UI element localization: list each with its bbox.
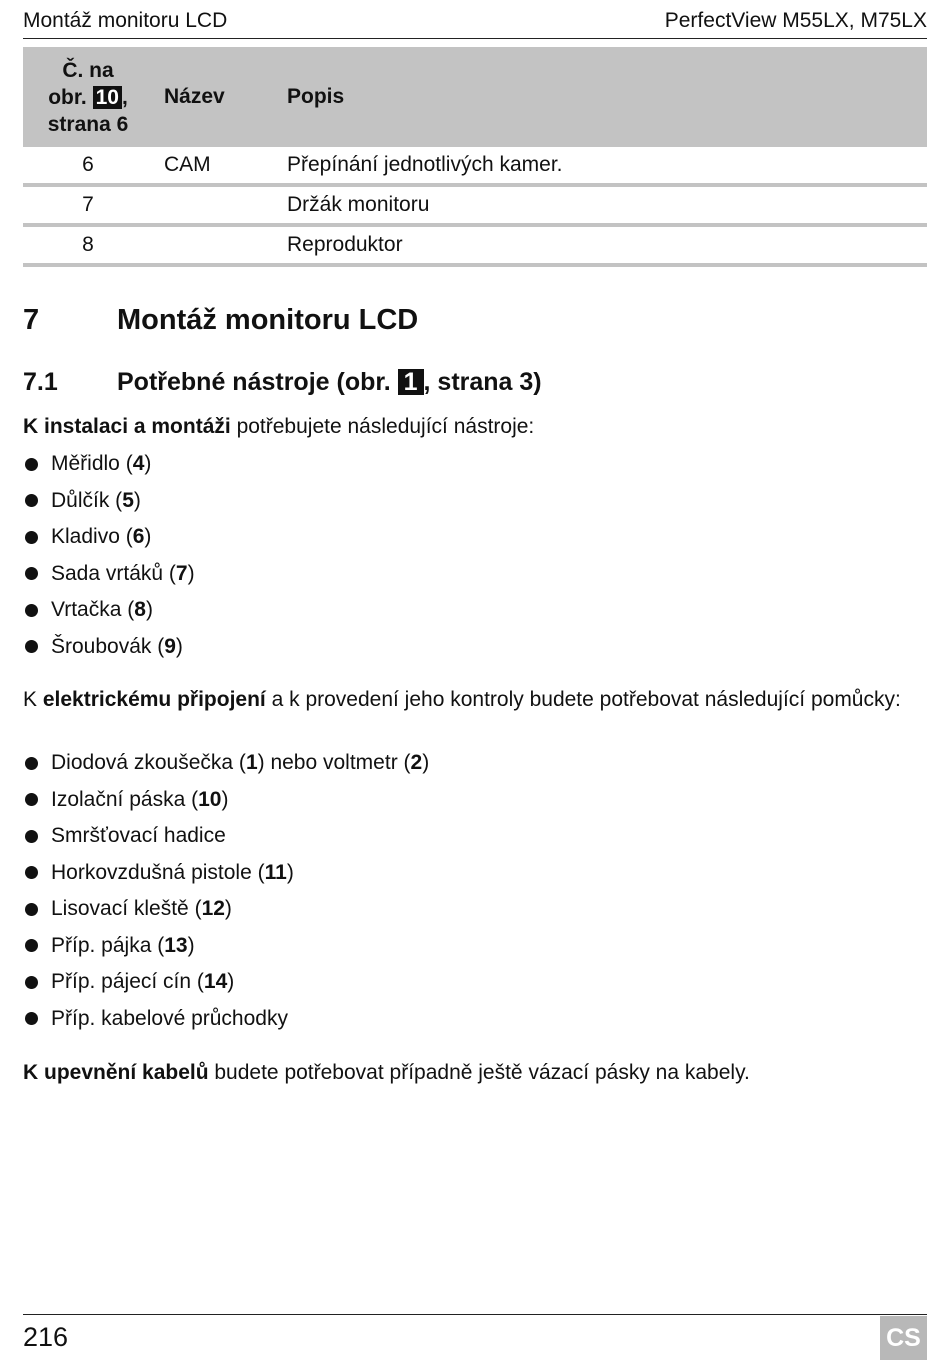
item-ref: 7	[175, 561, 188, 585]
item-text: Příp. pájka (	[51, 933, 165, 957]
bullet-icon	[25, 976, 38, 989]
bullet-icon	[25, 458, 38, 471]
list-item	[23, 964, 429, 1001]
figure-badge: 1	[398, 369, 424, 395]
item-ref: 9	[164, 634, 176, 658]
row-number: 7	[82, 193, 94, 216]
list-item	[23, 592, 195, 629]
row-number: 8	[82, 233, 94, 256]
tools-intro-paragraph	[23, 414, 923, 440]
closing-bold: K upevnění kabelů	[23, 1061, 209, 1084]
item-text: Šroubovák (	[51, 634, 165, 658]
item-text: Příp. kabelové průchodky	[51, 1006, 288, 1030]
table-row	[23, 187, 927, 227]
header-chapter-title: Montáž monitoru LCD	[23, 9, 228, 32]
bullet-icon	[25, 757, 38, 770]
item-ref-2: 2	[410, 751, 423, 775]
header-product-name: PerfectView M55LX, M75LX	[664, 9, 927, 32]
list-item	[23, 1001, 429, 1038]
electrical-intro-paragraph	[23, 687, 903, 713]
list-item	[23, 446, 195, 483]
row-description: Přepínání jednotlivých kamer.	[287, 153, 563, 176]
item-text-2: ) nebo voltmetr (	[257, 751, 411, 775]
item-text: Smršťovací hadice	[51, 824, 226, 848]
list-item	[23, 928, 429, 965]
bullet-icon	[25, 531, 38, 544]
row-description: Reproduktor	[287, 233, 403, 256]
parts-table	[23, 47, 927, 267]
subsection-number: 7.1	[23, 368, 58, 396]
column-header-line3: strana 6	[47, 112, 129, 136]
item-text: Horkovzdušná pistole (	[51, 860, 265, 884]
table-row	[23, 227, 927, 267]
item-text: Měřidlo (	[51, 452, 133, 476]
table-header-row	[23, 47, 927, 147]
item-text: Příp. pájecí cín (	[51, 970, 204, 994]
item-ref: 13	[164, 933, 188, 957]
bullet-icon	[25, 939, 38, 952]
item-ref: 8	[134, 598, 146, 622]
item-close: )	[187, 561, 195, 585]
bullet-icon	[25, 866, 38, 879]
item-close: )	[422, 751, 430, 775]
item-ref: 12	[201, 897, 225, 921]
intro-bold: K instalaci a montáži	[23, 415, 231, 438]
closing-paragraph	[23, 1060, 923, 1086]
intro2-text: a k provedení jeho kontroly budete potřebovat následující pomůcky:	[265, 688, 901, 711]
item-text: Lisovací kleště (	[51, 897, 202, 921]
list-item	[23, 629, 195, 666]
bullet-icon	[25, 640, 38, 653]
column-header-line1: Č. na	[62, 58, 114, 82]
section-heading	[23, 304, 418, 337]
section-title: Montáž monitoru LCD	[117, 304, 419, 336]
item-text: Vrtačka (	[51, 598, 135, 622]
column-header-description: Popis	[287, 85, 345, 108]
item-text: Diodová zkoušečka (	[51, 751, 246, 775]
closing-text: budete potřebovat případně ještě vázací pásky na kabely.	[208, 1061, 750, 1084]
list-item	[23, 782, 429, 819]
list-item	[23, 818, 429, 855]
bullet-icon	[25, 1012, 38, 1025]
subsection-heading	[23, 368, 542, 397]
row-name: CAM	[164, 153, 211, 176]
item-close: )	[133, 488, 141, 512]
subsection-title-end: , strana 3)	[423, 368, 542, 396]
list-item	[23, 483, 195, 520]
bullet-icon	[25, 830, 38, 843]
bullet-icon	[25, 604, 38, 617]
item-ref: 14	[203, 970, 228, 994]
item-ref: 11	[264, 860, 287, 884]
row-number: 6	[82, 153, 94, 176]
page-number: 216	[23, 1322, 69, 1352]
footer-divider	[23, 1314, 927, 1315]
list-item	[23, 519, 195, 556]
column-header-name: Název	[164, 85, 225, 108]
item-close: )	[227, 970, 235, 994]
language-tab: CS	[880, 1316, 927, 1360]
item-ref: 4	[132, 452, 145, 476]
item-ref: 10	[198, 787, 222, 811]
page-header	[23, 4, 927, 39]
item-text: Sada vrtáků (	[51, 561, 176, 585]
bullet-icon	[25, 793, 38, 806]
section-number: 7	[23, 304, 40, 336]
list-item	[23, 556, 195, 593]
item-text: Kladivo (	[51, 525, 133, 549]
item-close: )	[221, 787, 229, 811]
list-item	[23, 855, 429, 892]
obr-label: obr.	[48, 85, 87, 109]
comma: ,	[121, 85, 128, 109]
column-header-line2	[23, 84, 153, 111]
list-item	[23, 745, 429, 782]
list-item	[23, 891, 429, 928]
bullet-icon	[25, 903, 38, 916]
tools-list	[23, 446, 195, 665]
item-close: )	[224, 897, 232, 921]
subsection-title: Potřebné nástroje (obr.	[117, 368, 391, 396]
item-close: )	[187, 933, 195, 957]
column-header-figure-ref	[23, 57, 153, 138]
item-ref: 1	[245, 751, 258, 775]
bullet-icon	[25, 494, 38, 507]
item-text: Izolační páska (	[51, 787, 199, 811]
table-row	[23, 147, 927, 187]
item-close: )	[145, 598, 153, 622]
intro2-pre: K	[23, 688, 43, 711]
intro2-bold: elektrickému připojení	[42, 688, 266, 711]
bullet-icon	[25, 567, 38, 580]
intro-text: potřebujete následující nástroje:	[230, 415, 535, 438]
item-ref: 6	[132, 525, 145, 549]
item-close: )	[286, 860, 294, 884]
row-description: Držák monitoru	[287, 193, 430, 216]
figure-badge: 10	[93, 86, 122, 109]
item-close: )	[144, 452, 152, 476]
item-close: )	[144, 525, 152, 549]
item-text: Důlčík (	[51, 488, 123, 512]
item-close: )	[175, 634, 183, 658]
aids-list	[23, 745, 429, 1037]
item-ref: 5	[122, 488, 134, 512]
